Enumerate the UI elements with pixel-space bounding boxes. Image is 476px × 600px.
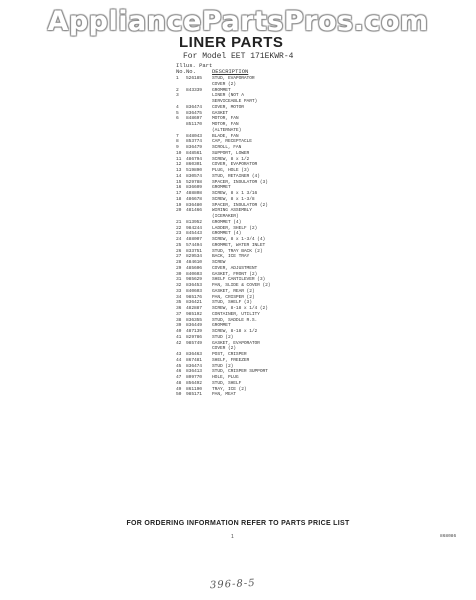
part-description: GASKET [212,110,228,116]
part-description: PAN, MEAT [212,392,236,398]
part-description: GASKET, EVAPORATOR [212,340,260,346]
part-number: 813952 [186,219,202,225]
illus-number: 31 [176,277,182,283]
illus-number: 17 [176,191,182,196]
part-description: SCREW [212,260,226,265]
document-code: 868086 [440,534,457,539]
part-number: 487139 [186,329,202,334]
illus-number: 48 [176,380,182,386]
part-number: 848043 [186,133,202,139]
illus-label: Illus. [176,62,196,69]
part-number: 861190 [186,386,202,392]
illus-number: 47 [176,375,182,380]
handwritten-note: 396-8-5 [209,577,256,592]
part-description: SCREW, 8 x 1 3/16 [212,191,258,196]
part-number: 843339 [186,87,202,93]
part-number: 836463 [186,352,202,357]
part-description: COVER (2) [212,346,236,352]
illus-number: 2 [176,87,179,93]
part-number: 836479 [186,145,202,150]
part-description: STUD, TRAY BACK (2) [212,248,263,254]
part-number: 845443 [186,231,202,237]
part-description: GROMMET, WATER INLET [212,242,266,248]
illus-number: 12 [176,162,182,168]
model-subtitle: For Model EET 171EKWR-4 [183,52,294,61]
illus-number: 44 [176,357,182,363]
part-description: SCREW, 8-18 x 1/2 [212,329,258,334]
part-number: 867481 [186,357,202,363]
part-number: 848697 [186,116,202,122]
part-number: 985192 [186,311,202,317]
illus-number: 10 [176,150,182,156]
part-description: LADDER, SHELF (2) [212,225,258,231]
part-number: 486794 [186,156,202,162]
illus-number: 45 [176,363,182,369]
part-description: GROMMET [212,185,231,191]
illus-number: 40 [176,329,182,334]
illus-number: 41 [176,334,182,340]
illus-number: 25 [176,242,182,248]
illus-number: 34 [176,294,182,300]
part-description: SERVICEABLE PART) [212,99,258,104]
part-description: POST, CRISPER [212,352,247,357]
part-number: 848561 [186,150,202,156]
part-number: 836421 [186,300,202,306]
part-description: STUD (2) [212,363,234,369]
part-description: STUD, EVAPORATOR [212,76,255,81]
part-number: 809770 [186,375,202,380]
illus-number: 8 [176,139,179,145]
illus-number: 29 [176,265,182,271]
part-description: BACK, ICE TRAY [212,254,250,260]
illus-number: 32 [176,283,182,288]
part-description: STUD, CRISPER SUPPORT [212,369,268,375]
part-number: 840603 [186,271,202,277]
illus-number: 21 [176,219,182,225]
part-number: 836413 [186,369,202,375]
part-description: WIRING ASSEMBLY [212,208,252,214]
part-number: 840603 [186,288,202,294]
part-number: 574494 [186,242,202,248]
illus-number: 50 [176,392,182,398]
illus-number: 7 [176,133,179,139]
part-description: TRAY, ICE (2) [212,386,247,392]
illus-number: 38 [176,317,182,323]
part-number: 985629 [186,277,202,283]
ill-no-header: No. [176,68,186,75]
page-number: 1 [231,534,234,540]
part-number: 485606 [186,265,202,271]
illus-number: 49 [176,386,182,392]
illus-number: 37 [176,311,182,317]
part-description: SCREW, 8-18 x 1/4 (2) [212,306,268,311]
part-label: Part [199,62,213,69]
part-description: SCREW, 8 x 1/2 [212,156,250,162]
part-number: 836474 [186,363,202,369]
part-number: 856492 [186,380,202,386]
illus-number: 4 [176,104,179,110]
part-description: GROMMET (4) [212,219,242,225]
illus-number: 36 [176,306,182,311]
part-description: SCREW, 8 x 1-3/8 [212,196,255,202]
illus-number: 20 [176,208,182,214]
part-description: STUD, RETAINER (4) [212,173,260,179]
illus-number: 28 [176,260,182,265]
part-description: SCROLL, FAN [212,145,242,150]
part-number: 836474 [186,104,202,110]
part-number: 486678 [186,196,202,202]
part-description: COVER, ADJUSTMENT [212,265,258,271]
part-number: 985171 [186,392,202,398]
illus-number: 15 [176,179,182,185]
part-number: 488007 [186,237,202,242]
part-number: 484610 [186,260,202,265]
part-description: GROMMET [212,87,231,93]
part-description: STUD, SHELF [212,380,242,386]
part-description: STUD, SADDLE R.S. [212,317,258,323]
illus-number: 18 [176,196,182,202]
illus-number: 16 [176,185,182,191]
part-description: CONTAINER, UTILITY [212,311,260,317]
part-number: 985749 [186,340,202,346]
part-no-header: No. [186,68,196,75]
part-number: 836609 [186,185,202,191]
part-description: SUPPORT, LOWER [212,150,250,156]
part-number: 836453 [186,283,202,288]
part-description: SPACER, INSULATOR (2) [212,202,268,208]
part-description: COVER, EVAPORATOR [212,162,258,168]
parts-list [176,76,336,398]
illus-number: 11 [176,156,182,162]
part-number: 526185 [186,76,202,81]
page-title: LINER PARTS [179,34,284,51]
part-number: 985176 [186,294,202,300]
illus-number: 6 [176,116,179,122]
part-description: BLADE, FAN [212,133,239,139]
part-description: COVER (2) [212,81,236,87]
illus-number: 42 [176,340,182,346]
part-number: 829534 [186,254,202,260]
part-description: GASKET, REAR (2) [212,288,255,294]
illus-number: 14 [176,173,182,179]
part-number: 529788 [186,179,202,185]
part-number: 482887 [186,306,202,311]
part-number: 519890 [186,168,202,173]
description-header: DESCRIPTION [212,68,249,75]
illus-number: 19 [176,202,182,208]
part-number: 488808 [186,191,202,196]
part-description: STUD (2) [212,334,234,340]
part-description: PAN, SLIDE & COVER (2) [212,283,271,288]
part-description: PAN, CRISPER (2) [212,294,255,300]
illus-number: 22 [176,225,182,231]
part-description: SPACER, INSULATOR (3) [212,179,268,185]
illus-number: 24 [176,237,182,242]
part-description: MOTOR, FAN [212,116,239,122]
part-description: STUD, SHELF (3) [212,300,252,306]
part-number: 984244 [186,225,202,231]
illus-number: 13 [176,168,182,173]
footer-note: FOR ORDERING INFORMATION REFER TO PARTS PRICE LIST [126,520,350,527]
part-number: 833751 [186,248,202,254]
part-number: 836480 [186,202,202,208]
parts-row [176,392,336,398]
illus-number: 26 [176,248,182,254]
illus-number: 33 [176,288,182,294]
part-description: GASKET, FRONT (2) [212,271,258,277]
part-number: 851170 [186,122,202,127]
part-description: SHELF CANTILEVER (3) [212,277,266,283]
illus-number: 1 [176,76,179,81]
illus-number: 27 [176,254,182,260]
part-description: CAP, RECEPTACLE [212,139,252,145]
part-description: GROMMET [212,323,231,329]
illus-number: 23 [176,231,182,237]
part-description: (ICEMAKER) [212,214,239,219]
part-description: GROMMET (4) [212,231,242,237]
illus-number: 9 [176,145,179,150]
column-headers [176,68,326,76]
illus-number: 43 [176,352,182,357]
part-number: 830574 [186,173,202,179]
part-description: (ALTERNATE) [212,127,242,133]
part-description: SCREW, 8 x 1-3/4 (4) [212,237,266,242]
part-number: 836355 [186,317,202,323]
part-number: 836449 [186,323,202,329]
illus-number: 5 [176,110,179,116]
part-number: 836475 [186,110,202,116]
part-description: COVER, MOTOR [212,104,244,110]
part-number: 829786 [186,334,202,340]
part-number: 481466 [186,208,202,214]
watermark: AppliancePartsPros.com [47,6,429,37]
part-description: HOLE, PLUG [212,375,239,380]
illus-number: 30 [176,271,182,277]
part-number: 853774 [186,139,202,145]
illus-number: 46 [176,369,182,375]
part-description: MOTOR, FAN [212,122,239,127]
part-description: PLUG, HOLE (3) [212,168,250,173]
part-description: LINER (NOT A [212,93,244,99]
part-description: SHELF, FREEZER [212,357,250,363]
illus-number: 39 [176,323,182,329]
illus-number: 3 [176,93,179,99]
illus-number: 35 [176,300,182,306]
part-number: 860301 [186,162,202,168]
